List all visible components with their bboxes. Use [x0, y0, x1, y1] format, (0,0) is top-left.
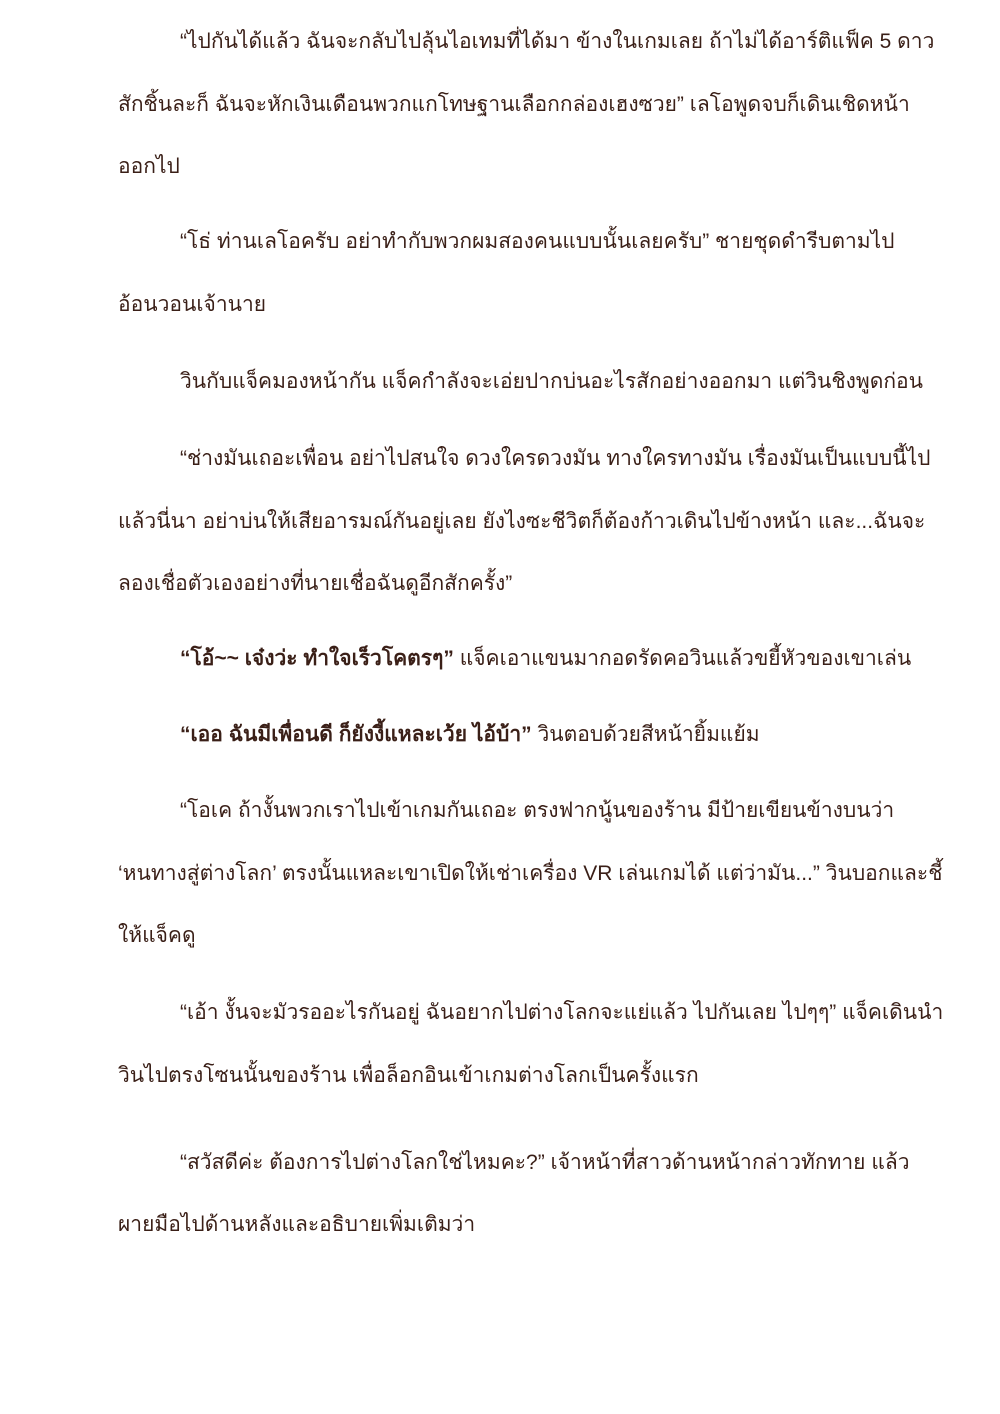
paragraph-4-line-2: แล้วนี่นา อย่าบ่นให้เสียอารมณ์กันอยู่เลย ยังไงซะชีวิตก็ต้องก้าวเดินไปข้างหน้า และ...ฉันจะ — [118, 510, 926, 533]
paragraph-2-line-1: “โธ่ ท่านเลโอครับ อย่าทำกับพวกผมสองคนแบบนั้นเลยครับ” ชายชุดดำรีบตามไป — [180, 230, 895, 253]
paragraph-5-line-1 — [180, 644, 911, 674]
paragraph-1-line-1: “ไปกันได้แล้ว ฉันจะกลับไปลุ้นไอเทมที่ได้มา ข้างในเกมเลย ถ้าไม่ได้อาร์ติแฟ็ค 5 ดาว — [180, 30, 935, 53]
paragraph-8-line-1: “เอ้า งั้นจะมัวรออะไรกันอยู่ ฉันอยากไปต่างโลกจะแย่แล้ว ไปกันเลย ไปๆๆ” แจ็คเดินนำ — [180, 1001, 944, 1024]
paragraph-5-bold-dialogue: “โอ้~~ เจ๋งว่ะ ทำใจเร็วโคตรๆ” — [180, 647, 454, 670]
paragraph-2-line-2: อ้อนวอนเจ้านาย — [118, 293, 267, 316]
paragraph-3-line-1: วินกับแจ็คมองหน้ากัน แจ็คกำลังจะเอ่ยปากบ่นอะไรสักอย่างออกมา แต่วินชิงพูดก่อน — [180, 370, 924, 393]
paragraph-4-line-1: “ช่างมันเถอะเพื่อน อย่าไปสนใจ ดวงใครดวงมัน ทางใครทางมัน เรื่องมันเป็นแบบนี้ไป — [180, 447, 931, 470]
paragraph-8-line-2: วินไปตรงโซนนั้นของร้าน เพื่อล็อกอินเข้าเกมต่างโลกเป็นครั้งแรก — [118, 1064, 699, 1087]
paragraph-6-line-1 — [180, 720, 760, 750]
paragraph-6-narration: วินตอบด้วยสีหน้ายิ้มแย้ม — [531, 723, 760, 746]
paragraph-1-line-3: ออกไป — [118, 155, 180, 178]
paragraph-6-bold-dialogue: “เออ ฉันมีเพื่อนดี ก็ยังงี้แหละเว้ย ไอ้บ้า” — [180, 723, 532, 746]
paragraph-7-line-2: ‘หนทางสู่ต่างโลก’ ตรงนั้นแหละเขาเปิดให้เช่าเครื่อง VR เล่นเกมได้ แต่ว่ามัน...” วินบอกและชี้ — [118, 862, 943, 885]
paragraph-7-line-1: “โอเค ถ้างั้นพวกเราไปเข้าเกมกันเถอะ ตรงฟากนู้นของร้าน มีป้ายเขียนข้างบนว่า — [180, 799, 895, 822]
paragraph-4-line-3: ลองเชื่อตัวเองอย่างที่นายเชื่อฉันดูอีกสักครั้ง” — [118, 572, 513, 595]
paragraph-9-line-2: ผายมือไปด้านหลังและอธิบายเพิ่มเติมว่า — [118, 1213, 476, 1236]
paragraph-7-line-3: ให้แจ็คดู — [118, 924, 196, 947]
paragraph-1-line-2: สักชิ้นละก็ ฉันจะหักเงินเดือนพวกแกโทษฐานเลือกกล่องเฮงซวย” เลโอพูดจบก็เดินเชิดหน้า — [118, 93, 910, 116]
paragraph-5-narration: แจ็คเอาแขนมากอดรัดคอวินแล้วขยี้หัวของเขาเล่น — [453, 647, 912, 670]
paragraph-9-line-1: “สวัสดีค่ะ ต้องการไปต่างโลกใช่ไหมคะ?” เจ้าหน้าที่สาวด้านหน้ากล่าวทักทาย แล้ว — [180, 1151, 910, 1174]
